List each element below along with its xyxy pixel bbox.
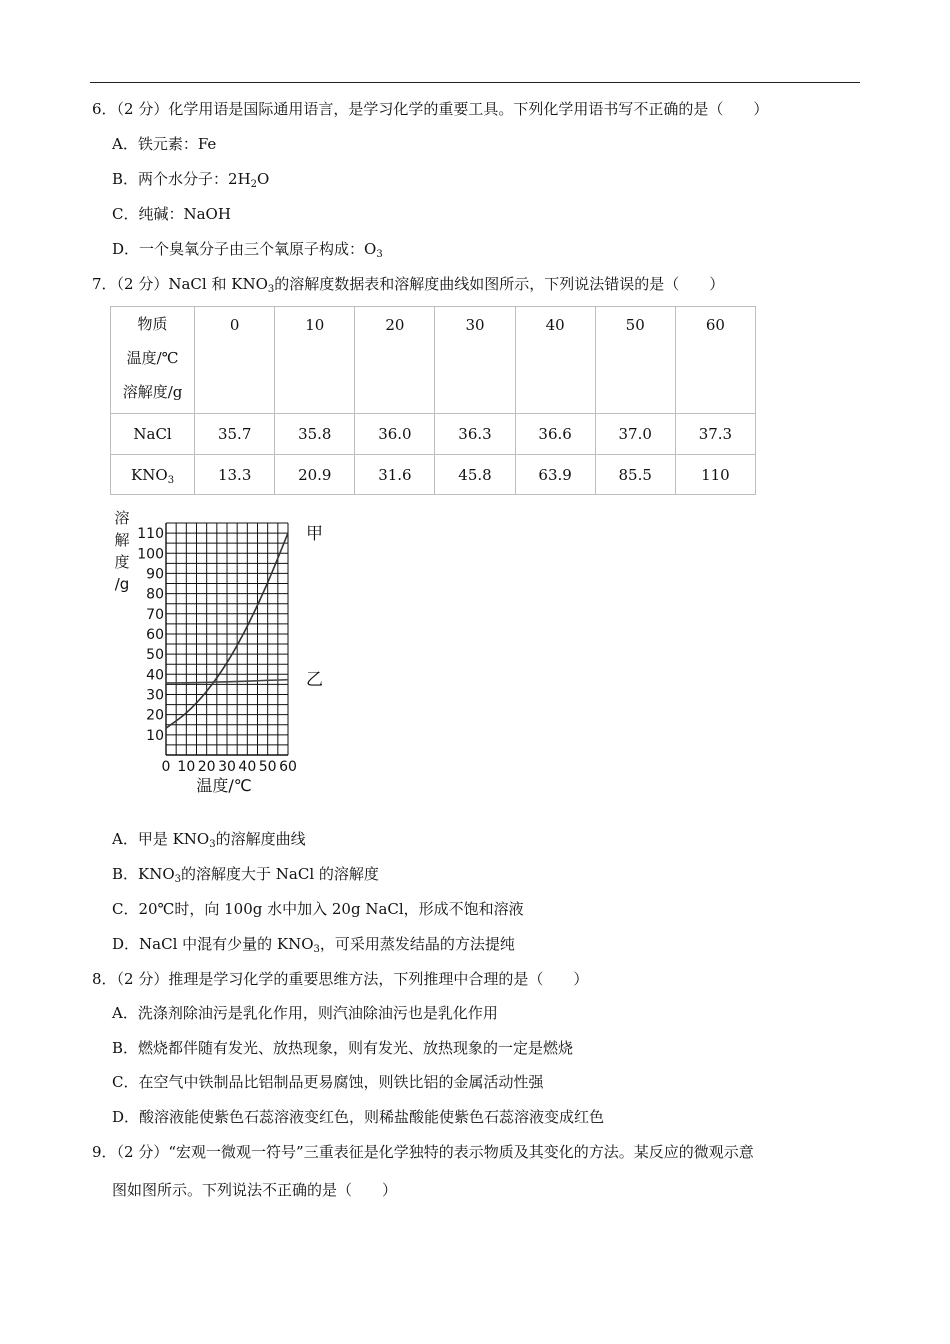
q8-option-d[interactable]: D．酸溶液能使紫色石蕊溶液变红色，则稀盐酸能使紫色石蕊溶液变成红色 [112, 1108, 605, 1126]
y-tick-label: 50 [146, 647, 164, 664]
y-tick-label: 20 [146, 707, 164, 724]
table-cell: 85.5 [595, 455, 675, 495]
q6-option-b[interactable]: B．两个水分子：$2H_2O$ [112, 170, 270, 190]
y-tick-label: 100 [137, 546, 164, 563]
table-row-label: $KNO_3$ [111, 455, 195, 495]
q9-stem-line1: 9．（2 分）“宏观一微观一符号”三重表征是化学独特的表示物质及其变化的方法。某反应的微观示意 [92, 1143, 754, 1161]
table-row-nacl [111, 414, 756, 455]
y-axis-label: 解 [114, 531, 130, 549]
q7-option-a[interactable]: A．甲是 $KNO_3$的溶解度曲线 [112, 830, 306, 850]
table-temp-header: 40 [515, 307, 595, 414]
table-cell: 13.3 [195, 455, 275, 495]
q6-option-d[interactable]: D．一个臭氧分子由三个氧原子构成：$O_3$ [112, 240, 383, 260]
table-temp-header: 30 [435, 307, 515, 414]
y-tick-label: 40 [146, 667, 164, 684]
table-header-cell: 物质 温度/℃ 溶解度/g [111, 307, 195, 414]
q8-option-b[interactable]: B．燃烧都伴随有发光、放热现象，则有发光、放热现象的一定是燃烧 [112, 1039, 574, 1057]
table-row-label: NaCl [111, 414, 195, 455]
y-tick-label: 80 [146, 586, 164, 603]
solubility-table [110, 306, 756, 495]
y-tick-label: 30 [146, 687, 164, 704]
y-tick-label: 70 [146, 606, 164, 623]
table-temp-header: 20 [355, 307, 435, 414]
y-tick-label: 60 [146, 626, 164, 643]
q8-stem: 8．（2 分）推理是学习化学的重要思维方法，下列推理中合理的是（ ） [92, 970, 589, 988]
table-cell: 36.0 [355, 414, 435, 455]
q8-option-a[interactable]: A．洗涤剂除油污是乳化作用，则汽油除油污也是乳化作用 [112, 1004, 498, 1022]
x-tick-label: 60 [279, 759, 297, 775]
table-cell: 45.8 [435, 455, 515, 495]
table-temp-header: 50 [595, 307, 675, 414]
q7-stem: 7．（2 分）NaCl 和 $KNO_3$的溶解度数据表和溶解度曲线如图所示，下列说法错误的是（ ） [92, 275, 725, 295]
q8-option-c[interactable]: C．在空气中铁制品比铝制品更易腐蚀，则铁比铝的金属活动性强 [112, 1073, 544, 1091]
q6-option-a[interactable]: A．铁元素：Fe [112, 135, 217, 153]
table-cell: 37.0 [595, 414, 675, 455]
table-row-kno3 [111, 455, 756, 495]
q7-option-d[interactable]: D．NaCl 中混有少量的 $KNO_3$，可采用蒸发结晶的方法提纯 [112, 935, 515, 955]
table-cell: 20.9 [275, 455, 355, 495]
y-axis-label: /g [114, 575, 130, 593]
table-cell: 110 [675, 455, 755, 495]
y-tick-label: 110 [137, 526, 164, 543]
table-cell: 36.3 [435, 414, 515, 455]
table-cell: 31.6 [355, 455, 435, 495]
q6-stem: 6．（2 分）化学用语是国际通用语言，是学习化学的重要工具。下列化学用语书写不正确的是（ ） [92, 100, 769, 118]
table-cell: 35.8 [275, 414, 355, 455]
x-axis-label: 温度/℃ [196, 776, 252, 795]
series-label: 甲 [306, 524, 323, 545]
x-tick-label: 20 [197, 759, 216, 775]
table-temp-header: 10 [275, 307, 355, 414]
series-label: 乙 [306, 669, 323, 690]
q7-option-c[interactable]: C．20℃时，向 100g 水中加入 20g NaCl，形成不饱和溶液 [112, 900, 524, 918]
x-tick-label: 0 [161, 759, 171, 775]
table-temp-header: 60 [675, 307, 755, 414]
y-tick-label: 10 [146, 727, 164, 744]
y-axis-label: 度 [114, 553, 130, 571]
solubility-chart [110, 505, 350, 797]
table-temp-header: 0 [195, 307, 275, 414]
header-rule [90, 82, 860, 83]
table-cell: 37.3 [675, 414, 755, 455]
x-tick-label: 50 [258, 759, 277, 775]
table-cell: 36.6 [515, 414, 595, 455]
y-axis-label: 溶 [114, 509, 130, 527]
q9-stem-line2: 图如图所示。下列说法不正确的是（ ） [112, 1181, 398, 1199]
x-tick-label: 40 [238, 759, 257, 775]
y-tick-label: 90 [146, 566, 164, 583]
q6-option-c[interactable]: C．纯碱：NaOH [112, 205, 231, 223]
table-cell: 35.7 [195, 414, 275, 455]
x-tick-label: 10 [177, 759, 196, 775]
x-tick-label: 30 [218, 759, 236, 775]
table-cell: 63.9 [515, 455, 595, 495]
q7-option-b[interactable]: B．$KNO_3$的溶解度大于 NaCl 的溶解度 [112, 865, 379, 885]
